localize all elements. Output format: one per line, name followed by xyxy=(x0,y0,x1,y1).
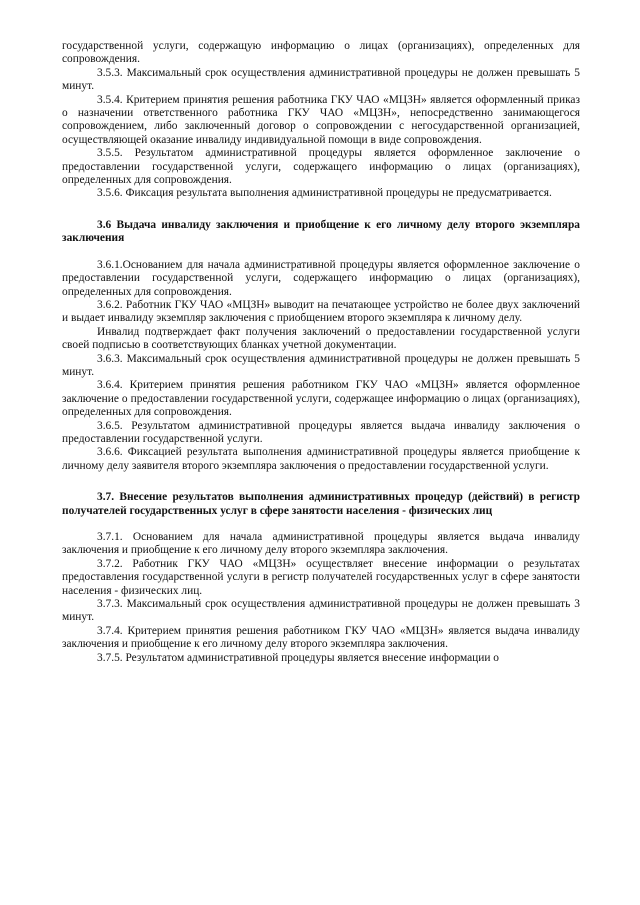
spacer xyxy=(62,201,580,219)
spacer xyxy=(62,246,580,259)
paragraph-3-6-4: 3.6.4. Критерием принятия решения работником ГКУ ЧАО «МЦЗН» является оформленное заключение о предоставлении государственной услуги, содержащее информацию о лицах (организациях), определенных для сопровождения. xyxy=(62,379,580,419)
paragraph: государственной услуги, содержащую информацию о лицах (организациях), определенных для сопровождения. xyxy=(62,40,580,66)
spacer xyxy=(62,473,580,491)
section-heading-3-7: 3.7. Внесение результатов выполнения административных процедур (действий) в регистр получателей государственных услуг в сфере занятости населения - физических лиц xyxy=(62,491,580,517)
paragraph-3-7-2: 3.7.2. Работник ГКУ ЧАО «МЦЗН» осуществляет внесение информации о результатах предоставления государственной услуги в регистр получателей государственных услуг в сфере занятости населения - физических лиц. xyxy=(62,557,580,597)
paragraph-3-6-1: 3.6.1.Основанием для начала административной процедуры является оформленное заключение о предоставлении государственной услуги, содержащего информацию о лицах (организациях), определенных для сопровождения. xyxy=(62,258,580,298)
paragraph-3-6-6: 3.6.6. Фиксацией результата выполнения административной процедуры является приобщение к личному делу заявителя второго экземпляра заключения о предоставлении государственной услуги. xyxy=(62,446,580,472)
paragraph-3-6-5: 3.6.5. Результатом административной процедуры является выдача инвалиду заключения о предоставлении государственной услуги. xyxy=(62,419,580,445)
paragraph-3-7-4: 3.7.4. Критерием принятия решения работником ГКУ ЧАО «МЦЗН» является выдача инвалиду заключения и приобщение к его личному делу второго экземпляра заключения. xyxy=(62,624,580,651)
paragraph-3-5-4: 3.5.4. Критерием принятия решения работника ГКУ ЧАО «МЦЗН» является оформленный приказ о назначении ответственного работника ГКУ ЧАО «МЦЗН», непосредственно занимающегося сопровождением, либо заключенный договор о сопровождении с негосударственной организацией, осуществляющей оказание инвалиду индивидуальной помощи в виде сопровождения. xyxy=(62,93,580,146)
section-heading-3-6: 3.6 Выдача инвалиду заключения и приобщение к его личному делу второго экземпляра заключения xyxy=(62,218,580,245)
spacer xyxy=(62,518,580,531)
paragraph-3-6-2: 3.6.2. Работник ГКУ ЧАО «МЦЗН» выводит на печатающее устройство не более двух заключений и выдает инвалиду экземпляр заключения с приобщением второго экземпляра к личному делу. xyxy=(62,298,580,325)
paragraph-3-5-6: 3.5.6. Фиксация результата выполнения административной процедуры не предусматривается. xyxy=(97,187,552,200)
paragraph-3-6-2-confirmation: Инвалид подтверждает факт получения заключений о предоставлении государственной услуги своей подписью в соответствующих бланках учетной документации. xyxy=(62,325,580,352)
paragraph-3-7-1: 3.7.1. Основанием для начала административной процедуры является выдача инвалиду заключения и приобщение к его личному делу второго экземпляра заключения. xyxy=(62,531,580,557)
paragraph-3-5-3: 3.5.3. Максимальный срок осуществления административной процедуры не должен превышать 5 минут. xyxy=(62,66,580,93)
paragraph-3-7-5: 3.7.5. Результатом административной процедуры является внесение информации о xyxy=(97,651,500,664)
paragraph-3-6-3: 3.6.3. Максимальный срок осуществления административной процедуры не должен превышать 5 минут. xyxy=(62,352,580,378)
paragraph-3-5-5: 3.5.5. Результатом административной процедуры является оформленное заключение о предоставлении государственной услуги, содержащего информацию о лицах (организациях), определенных для сопровождения. xyxy=(62,147,580,187)
paragraph-3-7-3: 3.7.3. Максимальный срок осуществления административной процедуры не должен превышать 3 минут. xyxy=(62,598,580,624)
